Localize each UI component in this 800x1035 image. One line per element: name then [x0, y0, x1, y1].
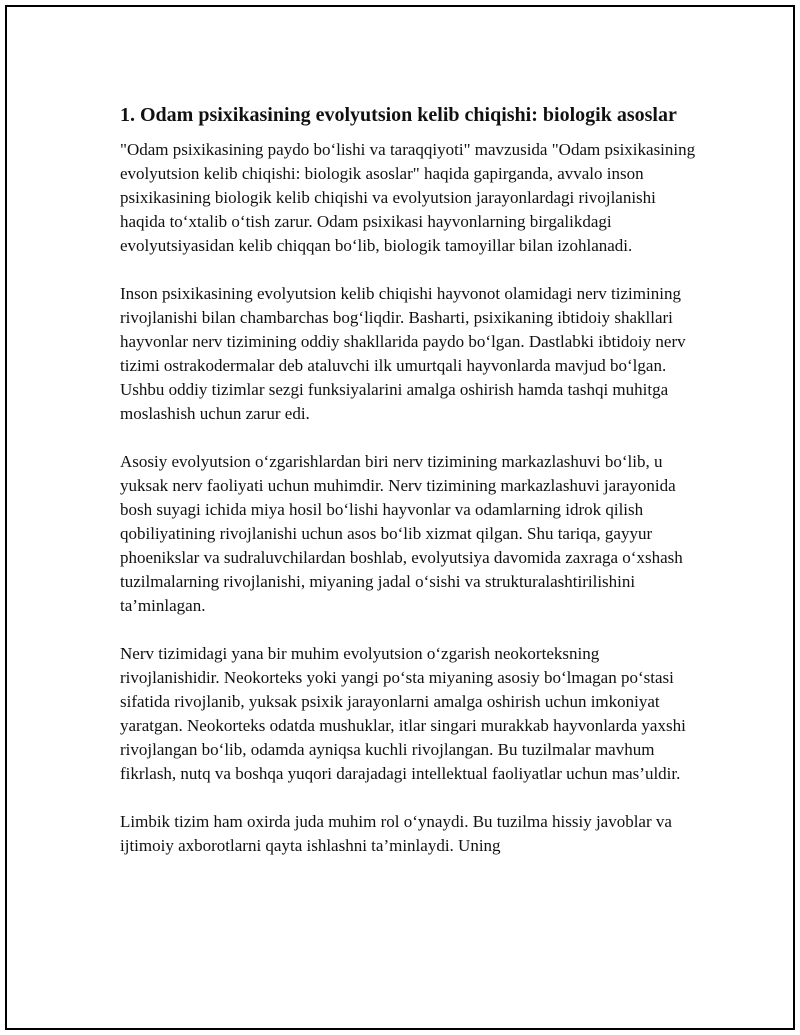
section-heading: 1. Odam psixikasining evolyutsion kelib chiqishi: biologik asoslar: [120, 104, 677, 126]
paragraph-5: Limbik tizim ham oxirda juda muhim rol o‘ynaydi. Bu tuzilma hissiy javoblar va ijtimoiy axborotlarni qayta ishlashni ta’minlaydi. Uning: [120, 812, 672, 855]
paragraph-1: "Odam psixikasining paydo bo‘lishi va taraqqiyoti" mavzusida "Odam psixikasining evolyutsion kelib chiqishi: biologik asoslar" haqida gapirganda, avvalo inson psixikasining biologik kelib chiqishi va evolyutsion jarayonlardagi rivojlanishi haqida to‘xtalib o‘tish zarur. Odam psixikasi hayvonlarning birgalikdagi evolyutsiyasidan kelib chiqqan bo‘lib, biologik tamoyillar bilan izohlanadi.: [120, 140, 696, 255]
paragraph-2: Inson psixikasining evolyutsion kelib chiqishi hayvonot olamidagi nerv tizimining rivojlanishi bilan chambarchas bog‘liqdir. Basharti, psixikaning ibtidoiy shakllari hayvonlar nerv tizimining oddiy shakllarida paydo bo‘lgan. Dastlabki ibtidoiy nerv tizimi ostrakodermalar deb ataluvchi ilk umurtqali hayvonlarda mavjud bo‘lgan. Ushbu oddiy tizimlar sezgi funksiyalarini amalga oshirish hamda tashqi muhitga moslashish uchun zarur edi.: [120, 284, 686, 423]
paragraph-4: Nerv tizimidagi yana bir muhim evolyutsion o‘zgarish neokorteksning rivojlanishidir. Neokorteks yoki yangi po‘sta miyaning asosiy bo‘lmagan po‘stasi sifatida rivojlanib, yuksak psixik jarayonlarni amalga oshirish uchun imkoniyat yaratgan. Neokorteks odatda mushuklar, itlar singari murakkab hayvonlarda yaxshi rivojlangan bo‘lib, odamda ayniqsa kuchli rivojlangan. Bu tuzilmalar mavhum fikrlash, nutq va boshqa yuqori darajadagi intellektual faoliyatlar uchun mas’uldir.: [120, 644, 686, 783]
document-body: [120, 102, 700, 882]
page-frame: [5, 5, 795, 1030]
paragraph-3: Asosiy evolyutsion o‘zgarishlardan biri nerv tizimining markazlashuvi bo‘lib, u yuksak nerv faoliyati uchun muhimdir. Nerv tizimining markazlashuvi jarayonida bosh suyagi ichida miya hosil bo‘lishi hayvonlar va odamlarning idrok qilish qobiliyatining rivojlanishi uchun asos bo‘lib xizmat qilgan. Shu tariqa, gayyur phoenikslar va sudraluvchilardan boshlab, evolyutsiya davomida zaxraga o‘xshash tuzilmalarning rivojlanishi, miyaning jadal o‘sishi va strukturalashtirilishini ta’minlagan.: [120, 452, 683, 615]
